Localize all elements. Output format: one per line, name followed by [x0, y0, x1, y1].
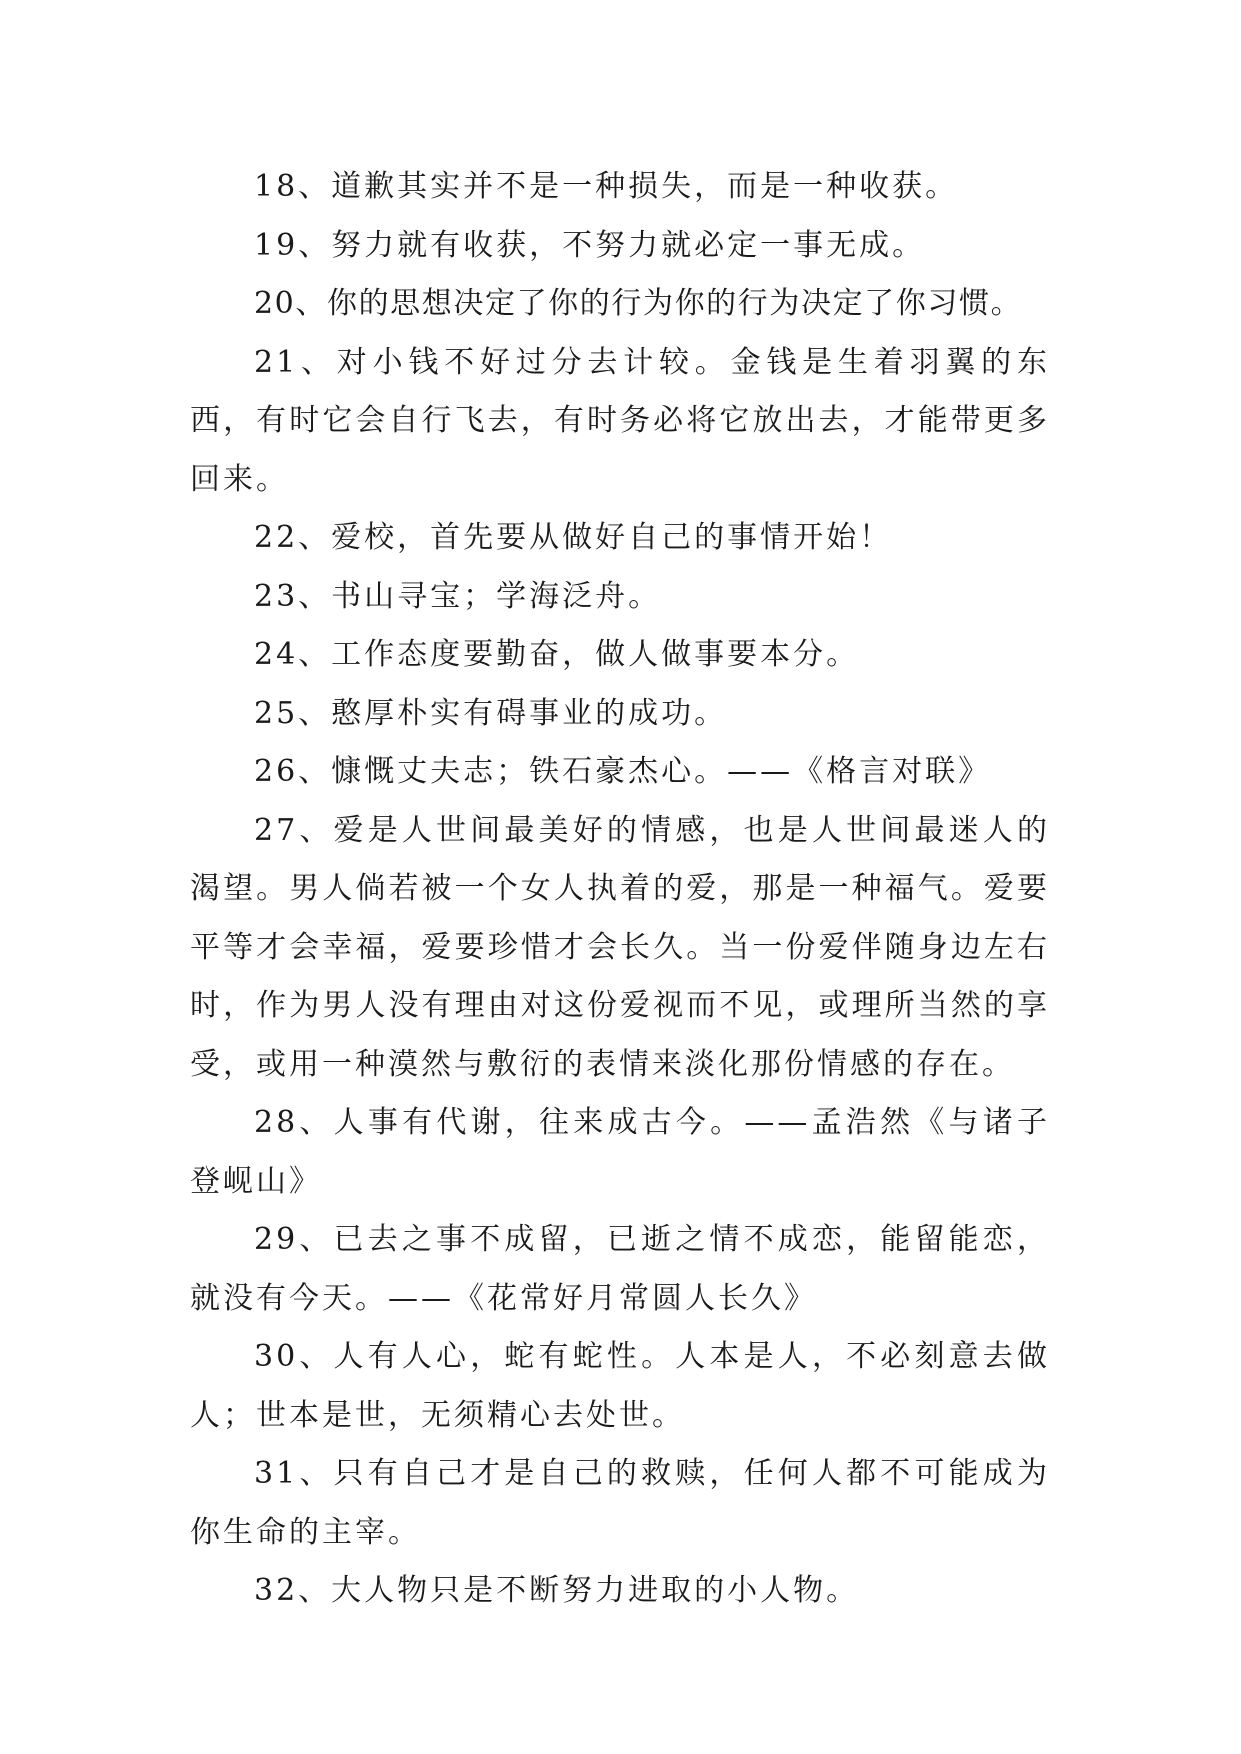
paragraph-19: 19、努力就有收获，不努力就必定一事无成。	[254, 227, 926, 263]
paragraph-27: 27、爱是人世间最美好的情感，也是人世间最迷人的渴望。男人倘若被一个女人执着的爱，那是一种福气。爱要平等才会幸福，爱要珍惜才会长久。当一份爱伴随身边左右时，作为男人没有理由对这份爱视而不见，或理所当然的享受，或用一种漠然与敷衍的表情来淡化那份情感的存在。	[190, 812, 1050, 1082]
paragraph-22: 22、爱校，首先要从做好自己的事情开始！	[254, 520, 893, 555]
paragraph-25: 25、憨厚朴实有碍事业的成功。	[254, 695, 728, 731]
paragraph-31: 31、只有自己才是自己的救赎，任何人都不可能成为你生命的主宰。	[190, 1456, 1050, 1550]
paragraph-21: 21、对小钱不好过分去计较。金钱是生着羽翼的东西，有时它会自行飞去，有时务必将它放出去，才能带更多回来。	[190, 344, 1050, 497]
document-body	[190, 158, 1050, 1621]
paragraph-32: 32、大人物只是不断努力进取的小人物。	[254, 1573, 860, 1608]
paragraph-30: 30、人有人心，蛇有蛇性。人本是人，不必刻意去做人；世本是世，无须精心去处世。	[190, 1339, 1050, 1433]
paragraph-24: 24、工作态度要勤奋，做人做事要本分。	[254, 637, 860, 672]
paragraph-20: 20、你的思想决定了你的行为你的行为决定了你习惯。	[254, 286, 1023, 321]
paragraph-23: 23、书山寻宝；学海泛舟。	[254, 578, 662, 614]
paragraph-29: 29、已去之事不成留，已逝之情不成恋，能留能恋，就没有今天。——《花常好月常圆人长久》	[190, 1222, 1050, 1316]
paragraph-28: 28、人事有代谢，往来成古今。——孟浩然《与诸子登岘山》	[190, 1105, 1050, 1199]
paragraph-26: 26、慷慨丈夫志；铁石豪杰心。——《格言对联》	[254, 754, 992, 789]
paragraph-18: 18、道歉其实并不是一种损失，而是一种收获。	[254, 169, 959, 204]
